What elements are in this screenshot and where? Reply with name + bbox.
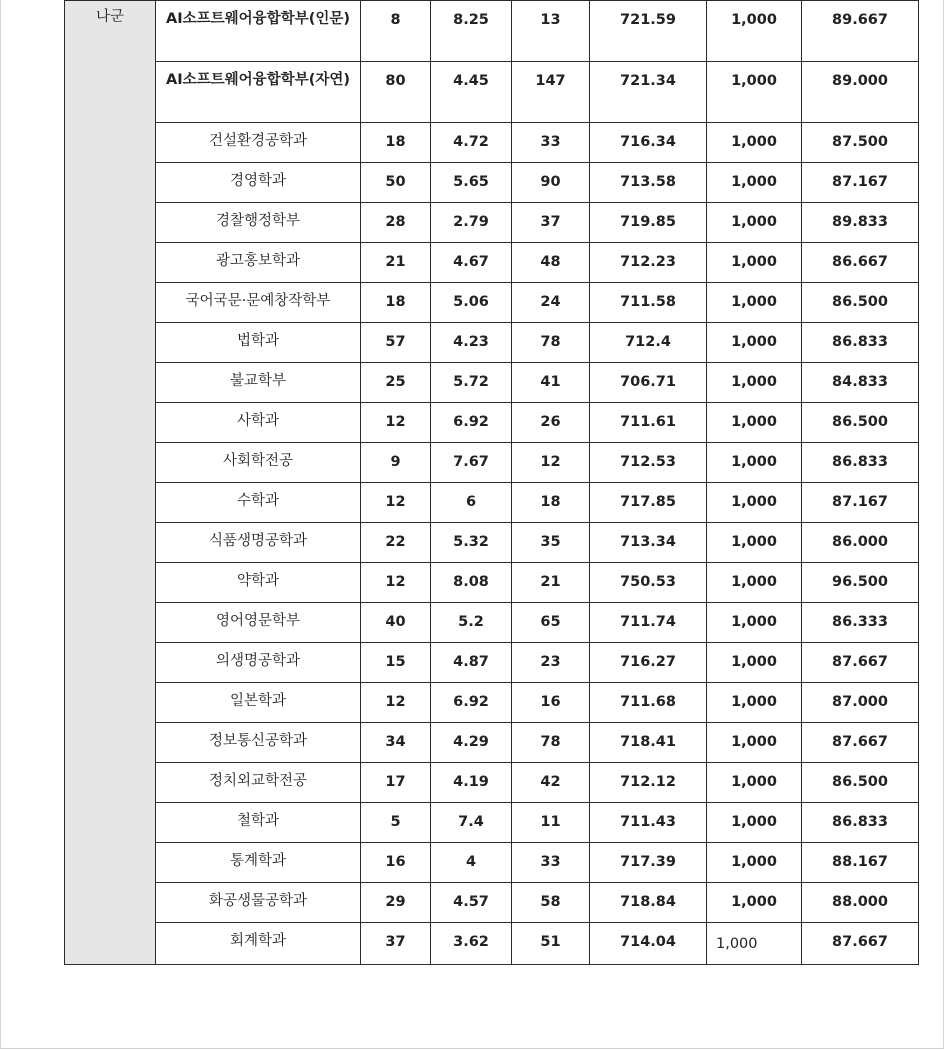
competition-rate-cell: 4.67 xyxy=(431,243,512,283)
max-score-cell: 1,000 xyxy=(707,643,802,683)
competition-rate-cell: 5.2 xyxy=(431,603,512,643)
department-name-cell: 경영학과 xyxy=(156,163,361,203)
max-score-cell: 1,000 xyxy=(707,483,802,523)
quota-cell: 12 xyxy=(361,483,431,523)
max-score-cell: 1,000 xyxy=(707,323,802,363)
cutoff-score-cell: 750.53 xyxy=(590,563,707,603)
max-score-cell: 1,000 xyxy=(707,723,802,763)
department-name-cell: 법학과 xyxy=(156,323,361,363)
competition-rate-cell: 4.23 xyxy=(431,323,512,363)
quota-cell: 22 xyxy=(361,523,431,563)
department-name-cell: AI소프트웨어융합학부(인문) xyxy=(156,1,361,62)
waitlist-cell: 65 xyxy=(512,603,590,643)
competition-rate-cell: 7.67 xyxy=(431,443,512,483)
department-name-cell: 수학과 xyxy=(156,483,361,523)
converted-score-cell: 88.000 xyxy=(802,883,919,923)
quota-cell: 9 xyxy=(361,443,431,483)
converted-score-cell: 86.833 xyxy=(802,323,919,363)
department-name-cell: 일본학과 xyxy=(156,683,361,723)
waitlist-cell: 33 xyxy=(512,123,590,163)
waitlist-cell: 90 xyxy=(512,163,590,203)
table-row xyxy=(65,723,919,763)
table-row xyxy=(65,283,919,323)
competition-rate-cell: 4.19 xyxy=(431,763,512,803)
table-row xyxy=(65,643,919,683)
cutoff-score-cell: 712.23 xyxy=(590,243,707,283)
quota-cell: 57 xyxy=(361,323,431,363)
table-row xyxy=(65,923,919,965)
admission-group-cell: 나군 xyxy=(65,1,156,965)
cutoff-score-cell: 716.27 xyxy=(590,643,707,683)
cutoff-score-cell: 717.39 xyxy=(590,843,707,883)
department-name-cell: 광고홍보학과 xyxy=(156,243,361,283)
competition-rate-cell: 5.32 xyxy=(431,523,512,563)
cutoff-score-cell: 712.4 xyxy=(590,323,707,363)
table-row xyxy=(65,163,919,203)
max-score-cell: 1,000 xyxy=(707,923,802,965)
quota-cell: 29 xyxy=(361,883,431,923)
table-row xyxy=(65,363,919,403)
waitlist-cell: 18 xyxy=(512,483,590,523)
converted-score-cell: 96.500 xyxy=(802,563,919,603)
converted-score-cell: 87.667 xyxy=(802,723,919,763)
waitlist-cell: 33 xyxy=(512,843,590,883)
quota-cell: 50 xyxy=(361,163,431,203)
table-row xyxy=(65,203,919,243)
competition-rate-cell: 4 xyxy=(431,843,512,883)
table-row xyxy=(65,883,919,923)
cutoff-score-cell: 721.34 xyxy=(590,62,707,123)
department-name-cell: 정보통신공학과 xyxy=(156,723,361,763)
table-row xyxy=(65,1,919,62)
quota-cell: 15 xyxy=(361,643,431,683)
max-score-cell: 1,000 xyxy=(707,603,802,643)
cutoff-score-cell: 713.58 xyxy=(590,163,707,203)
max-score-cell: 1,000 xyxy=(707,763,802,803)
max-score-cell: 1,000 xyxy=(707,563,802,603)
converted-score-cell: 89.833 xyxy=(802,203,919,243)
cutoff-score-cell: 716.34 xyxy=(590,123,707,163)
converted-score-cell: 86.500 xyxy=(802,403,919,443)
department-name-cell: 국어국문·문예창작학부 xyxy=(156,283,361,323)
table-row xyxy=(65,123,919,163)
competition-rate-cell: 7.4 xyxy=(431,803,512,843)
department-name-cell: AI소프트웨어융합학부(자연) xyxy=(156,62,361,123)
converted-score-cell: 87.500 xyxy=(802,123,919,163)
quota-cell: 28 xyxy=(361,203,431,243)
converted-score-cell: 86.833 xyxy=(802,443,919,483)
admission-results-table xyxy=(64,0,919,965)
max-score-cell: 1,000 xyxy=(707,123,802,163)
competition-rate-cell: 5.65 xyxy=(431,163,512,203)
competition-rate-cell: 4.29 xyxy=(431,723,512,763)
converted-score-cell: 86.500 xyxy=(802,763,919,803)
table-row xyxy=(65,523,919,563)
converted-score-cell: 86.500 xyxy=(802,283,919,323)
table-row xyxy=(65,243,919,283)
max-score-cell: 1,000 xyxy=(707,203,802,243)
max-score-cell: 1,000 xyxy=(707,363,802,403)
competition-rate-cell: 8.25 xyxy=(431,1,512,62)
competition-rate-cell: 4.72 xyxy=(431,123,512,163)
waitlist-cell: 51 xyxy=(512,923,590,965)
waitlist-cell: 16 xyxy=(512,683,590,723)
quota-cell: 18 xyxy=(361,123,431,163)
quota-cell: 5 xyxy=(361,803,431,843)
converted-score-cell: 86.667 xyxy=(802,243,919,283)
department-name-cell: 건설환경공학과 xyxy=(156,123,361,163)
converted-score-cell: 87.167 xyxy=(802,163,919,203)
waitlist-cell: 23 xyxy=(512,643,590,683)
converted-score-cell: 88.167 xyxy=(802,843,919,883)
waitlist-cell: 78 xyxy=(512,723,590,763)
converted-score-cell: 86.833 xyxy=(802,803,919,843)
cutoff-score-cell: 711.43 xyxy=(590,803,707,843)
table-row xyxy=(65,62,919,123)
waitlist-cell: 37 xyxy=(512,203,590,243)
waitlist-cell: 11 xyxy=(512,803,590,843)
cutoff-score-cell: 719.85 xyxy=(590,203,707,243)
department-name-cell: 사학과 xyxy=(156,403,361,443)
max-score-cell: 1,000 xyxy=(707,243,802,283)
quota-cell: 37 xyxy=(361,923,431,965)
cutoff-score-cell: 714.04 xyxy=(590,923,707,965)
department-name-cell: 사회학전공 xyxy=(156,443,361,483)
converted-score-cell: 86.000 xyxy=(802,523,919,563)
competition-rate-cell: 5.72 xyxy=(431,363,512,403)
cutoff-score-cell: 706.71 xyxy=(590,363,707,403)
waitlist-cell: 24 xyxy=(512,283,590,323)
competition-rate-cell: 2.79 xyxy=(431,203,512,243)
competition-rate-cell: 6.92 xyxy=(431,683,512,723)
table-row xyxy=(65,803,919,843)
max-score-cell: 1,000 xyxy=(707,683,802,723)
quota-cell: 12 xyxy=(361,683,431,723)
department-name-cell: 식품생명공학과 xyxy=(156,523,361,563)
quota-cell: 18 xyxy=(361,283,431,323)
cutoff-score-cell: 712.12 xyxy=(590,763,707,803)
competition-rate-cell: 3.62 xyxy=(431,923,512,965)
competition-rate-cell: 6.92 xyxy=(431,403,512,443)
waitlist-cell: 48 xyxy=(512,243,590,283)
quota-cell: 16 xyxy=(361,843,431,883)
cutoff-score-cell: 712.53 xyxy=(590,443,707,483)
max-score-cell: 1,000 xyxy=(707,62,802,123)
max-score-cell: 1,000 xyxy=(707,1,802,62)
max-score-cell: 1,000 xyxy=(707,803,802,843)
quota-cell: 80 xyxy=(361,62,431,123)
table-row xyxy=(65,843,919,883)
cutoff-score-cell: 711.74 xyxy=(590,603,707,643)
department-name-cell: 정치외교학전공 xyxy=(156,763,361,803)
max-score-cell: 1,000 xyxy=(707,283,802,323)
quota-cell: 8 xyxy=(361,1,431,62)
department-name-cell: 불교학부 xyxy=(156,363,361,403)
table-row xyxy=(65,323,919,363)
cutoff-score-cell: 711.58 xyxy=(590,283,707,323)
table-row xyxy=(65,483,919,523)
waitlist-cell: 13 xyxy=(512,1,590,62)
department-name-cell: 회계학과 xyxy=(156,923,361,965)
quota-cell: 34 xyxy=(361,723,431,763)
quota-cell: 25 xyxy=(361,363,431,403)
waitlist-cell: 21 xyxy=(512,563,590,603)
department-name-cell: 철학과 xyxy=(156,803,361,843)
converted-score-cell: 89.667 xyxy=(802,1,919,62)
table-row xyxy=(65,603,919,643)
quota-cell: 40 xyxy=(361,603,431,643)
waitlist-cell: 58 xyxy=(512,883,590,923)
waitlist-cell: 147 xyxy=(512,62,590,123)
table-row xyxy=(65,563,919,603)
converted-score-cell: 89.000 xyxy=(802,62,919,123)
quota-cell: 21 xyxy=(361,243,431,283)
max-score-cell: 1,000 xyxy=(707,443,802,483)
cutoff-score-cell: 713.34 xyxy=(590,523,707,563)
quota-cell: 12 xyxy=(361,563,431,603)
competition-rate-cell: 4.87 xyxy=(431,643,512,683)
department-name-cell: 통계학과 xyxy=(156,843,361,883)
cutoff-score-cell: 711.68 xyxy=(590,683,707,723)
cutoff-score-cell: 721.59 xyxy=(590,1,707,62)
converted-score-cell: 84.833 xyxy=(802,363,919,403)
waitlist-cell: 35 xyxy=(512,523,590,563)
max-score-cell: 1,000 xyxy=(707,523,802,563)
waitlist-cell: 26 xyxy=(512,403,590,443)
waitlist-cell: 41 xyxy=(512,363,590,403)
quota-cell: 12 xyxy=(361,403,431,443)
waitlist-cell: 42 xyxy=(512,763,590,803)
cutoff-score-cell: 711.61 xyxy=(590,403,707,443)
max-score-cell: 1,000 xyxy=(707,163,802,203)
competition-rate-cell: 6 xyxy=(431,483,512,523)
converted-score-cell: 87.667 xyxy=(802,923,919,965)
department-name-cell: 의생명공학과 xyxy=(156,643,361,683)
competition-rate-cell: 4.45 xyxy=(431,62,512,123)
converted-score-cell: 87.667 xyxy=(802,643,919,683)
waitlist-cell: 12 xyxy=(512,443,590,483)
competition-rate-cell: 8.08 xyxy=(431,563,512,603)
department-name-cell: 경찰행정학부 xyxy=(156,203,361,243)
converted-score-cell: 87.000 xyxy=(802,683,919,723)
department-name-cell: 영어영문학부 xyxy=(156,603,361,643)
converted-score-cell: 87.167 xyxy=(802,483,919,523)
max-score-cell: 1,000 xyxy=(707,883,802,923)
max-score-cell: 1,000 xyxy=(707,843,802,883)
table-row xyxy=(65,683,919,723)
cutoff-score-cell: 718.41 xyxy=(590,723,707,763)
table-body xyxy=(65,1,919,965)
cutoff-score-cell: 717.85 xyxy=(590,483,707,523)
competition-rate-cell: 4.57 xyxy=(431,883,512,923)
competition-rate-cell: 5.06 xyxy=(431,283,512,323)
department-name-cell: 약학과 xyxy=(156,563,361,603)
max-score-cell: 1,000 xyxy=(707,403,802,443)
table-row xyxy=(65,443,919,483)
waitlist-cell: 78 xyxy=(512,323,590,363)
table-row xyxy=(65,403,919,443)
department-name-cell: 화공생물공학과 xyxy=(156,883,361,923)
quota-cell: 17 xyxy=(361,763,431,803)
cutoff-score-cell: 718.84 xyxy=(590,883,707,923)
converted-score-cell: 86.333 xyxy=(802,603,919,643)
table-row xyxy=(65,763,919,803)
